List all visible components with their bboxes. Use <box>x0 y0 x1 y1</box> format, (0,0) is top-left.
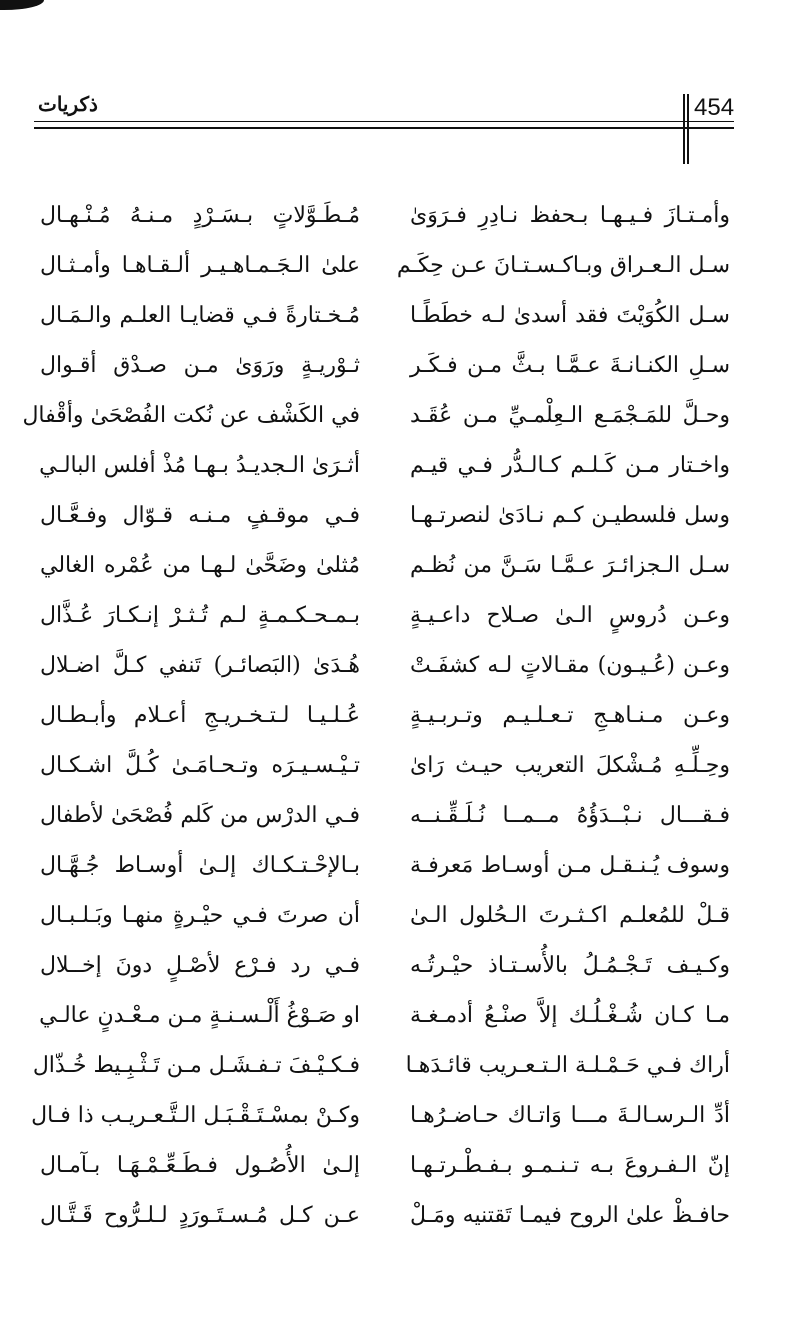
verse-second-hemistich: مُـطَـوَّلاتٍ بـسَـرْدٍ مـنـهُ مُـنْـهـال <box>40 203 360 228</box>
verse-first-hemistich: وسوف يُـنـقـل مـن أوسـاط مَعرفـة <box>410 853 730 878</box>
verse-first-hemistich: وحـلَّ للمَـجْمَـع الـعِلْمـيِّ مـن عُقَـد <box>410 403 730 428</box>
verse-second-hemistich: او صَـوْغُ أَلْـسـنـةٍ مـن مـعْـدنٍ عالـي <box>39 1003 360 1028</box>
verse-first-hemistich: وسل فلسطيـن كـم نـادَىٰ لنصرتـهـا <box>410 503 730 528</box>
verse-line <box>30 846 730 892</box>
poem-body <box>22 196 730 1246</box>
verse-first-hemistich: سـل الكُوَيْتَ فقد أسدىٰ لـه خطَطًـا <box>410 303 730 328</box>
verse-second-hemistich: بـمـحـكـمـةٍ لـم تُـثـرْ إنـكـارَ عُـذَّال <box>40 603 360 628</box>
verse-line <box>30 296 730 342</box>
verse-line <box>30 546 730 592</box>
verse-second-hemistich: فـي الدرْس من كَلم فُصْحَىٰ لأطفال <box>40 803 360 828</box>
verse-second-hemistich: ثـوْريـةٍ ورَوَىٰ مـن صـدْق أقـوال <box>40 353 360 378</box>
verse-line <box>30 696 730 742</box>
page-number: 454 <box>694 94 735 121</box>
verse-first-hemistich: وأمـتـازَ فـيـهـا بـحفظ نـادِرِ فـرَوَىٰ <box>410 203 730 228</box>
verse-line <box>30 1096 730 1142</box>
verse-line <box>30 1046 730 1092</box>
verse-line <box>30 496 730 542</box>
verse-first-hemistich: وعـن مـنـاهـجِ تـعـلـيـم وتـربـيـةٍ <box>410 703 730 728</box>
header-vertical-rule <box>683 94 685 164</box>
verse-second-hemistich: هُـدَىٰ (البَصائـر) تَنفي كـلَّ اضـلال <box>40 653 360 678</box>
verse-first-hemistich: أراك فـي حَـمْـلـة الـتـعـريب قائـدَهـا <box>405 1053 730 1078</box>
verse-first-hemistich: إنّ الـفـروعَ بـه تـنـمـو بـفـطْـرتـهـا <box>410 1153 730 1178</box>
verse-second-hemistich: أثـرَىٰ الـجديـدُ بـهـا مُذْ أفلس البالـي <box>39 453 360 478</box>
verse-line <box>30 346 730 392</box>
verse-first-hemistich: سـل الـعـراق وبـاكـسـتـانَ عـن حِكَـم <box>396 253 730 278</box>
verse-first-hemistich: قـلْ للمُعلـم اكـثـرتَ الـحُلول الـىٰ <box>410 903 730 928</box>
verse-second-hemistich: علىٰ الـجَـمـاهـيـر ألـقـاهـا وأمـثـال <box>40 253 360 278</box>
verse-line <box>30 1196 730 1242</box>
running-title: ذكريات <box>38 92 98 116</box>
verse-first-hemistich: وكـيـف تَـجْـمُـلُ بالأُسـتـاذ حيْـرتُـه <box>410 953 730 978</box>
verse-first-hemistich: سـل الـجزائـرَ عـمَّـا سَـنَّ من نُظـم <box>410 553 730 578</box>
verse-first-hemistich: وحِـلِّـهِ مُـشْكلَ التعريب حيـث رَاىٰ <box>410 753 730 778</box>
verse-line <box>30 196 730 242</box>
verse-second-hemistich: في الكَشْف عن نُكت الفُصْحَىٰ وأقْفال <box>22 403 360 428</box>
verse-first-hemistich: وعـن دُروسٍ الـىٰ صـلاح داعـيـةٍ <box>410 603 730 628</box>
verse-line <box>30 796 730 842</box>
verse-line <box>30 246 730 292</box>
verse-line <box>30 646 730 692</box>
verse-first-hemistich: واخـتار مـن كَـلـم كـالـدُّر فـي قيـم <box>410 453 730 478</box>
verse-first-hemistich: فـقـــال نـبْــدَؤُهُ مــمــا نُـلَـقِّـنــه <box>410 803 730 828</box>
verse-line <box>22 396 730 442</box>
verse-line <box>30 446 730 492</box>
verse-second-hemistich: فـكـيْـفَ تـفـشَـل مـن تَـثْـبِـيط خُـذّال <box>32 1053 360 1078</box>
verse-second-hemistich: إلـىٰ الأُصُـول فـطَـعِّـمْـهَـا بـآمـال <box>40 1153 360 1178</box>
header-vertical-rule-2 <box>687 94 689 164</box>
verse-second-hemistich: وكـنْ بمسْـتَـقْـبَـل الـتَّـعـريـب ذا فـال <box>31 1103 360 1128</box>
verse-first-hemistich: حافـظْ علىٰ الروح فيمـا تَقتنيه ومَـلْ <box>410 1203 730 1228</box>
verse-first-hemistich: وعـن (عُـيـون) مقـالاتٍ لـه كشفَـتْ <box>410 653 730 678</box>
verse-line <box>30 1146 730 1192</box>
verse-line <box>30 896 730 942</box>
verse-second-hemistich: مُـخـتارةً فـي قضايـا العلـم والـمَـال <box>40 303 360 328</box>
verse-line <box>30 946 730 992</box>
verse-second-hemistich: عـن كـل مُـسـتَـورَدٍ لـلـرُّوح قَـتَّـال <box>40 1203 360 1228</box>
verse-second-hemistich: أن صرتَ فـي حيْـرةٍ منهـا وبَـلـبـال <box>40 903 360 928</box>
verse-second-hemistich: فـي رد فـرْع لأصْـلٍ دونَ إخــلال <box>40 953 360 978</box>
verse-line <box>30 596 730 642</box>
verse-line <box>30 746 730 792</box>
verse-second-hemistich: عُـلـيـا لـتـخـريـجِ أعـلام وأبـطـال <box>40 703 360 728</box>
verse-second-hemistich: بـالإحْـتـكـاك إلـىٰ أوسـاط جُـهَّـال <box>40 853 360 878</box>
verse-first-hemistich: أدِّ الـرسـالـةَ مـــا وَاتـاك حـاضـرُهـا <box>410 1103 730 1128</box>
verse-first-hemistich: مـا كـان شُـغْـلُـك إلاَّ صنْـعُ أدمـغـة <box>410 1003 730 1028</box>
verse-second-hemistich: فـي موقـفٍ مـنـه قـوّال وفـعَّـال <box>40 503 360 528</box>
verse-line <box>30 996 730 1042</box>
header-rule <box>34 121 734 129</box>
verse-first-hemistich: سـلِ الكنـانـةَ عـمَّـا بـثَّ مـن فـكَـر <box>410 353 730 378</box>
corner-print-mark <box>0 0 44 10</box>
verse-second-hemistich: مُثلىٰ وضَحَّىٰ لـهـا من عُمْره الغالي <box>40 553 360 578</box>
verse-second-hemistich: تـيْـسـيـرَه وتـحـامَـىٰ كُـلَّ اشـكـال <box>40 753 360 778</box>
